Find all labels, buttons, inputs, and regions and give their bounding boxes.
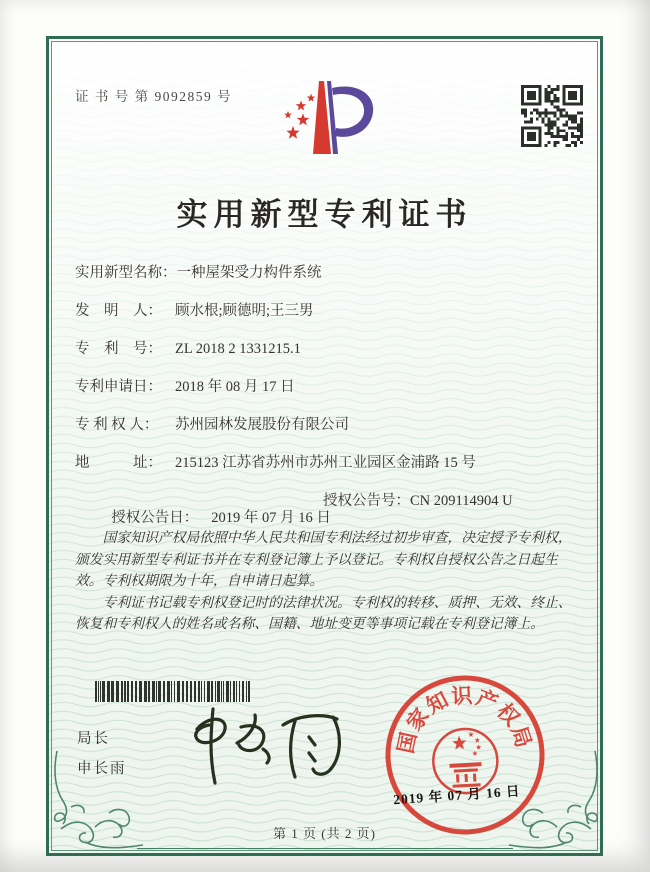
field-label: 专利申请日： — [75, 379, 162, 395]
certificate-title: 实用新型专利证书 — [176, 197, 473, 232]
field-value: 苏州园林发展股份有限公司 — [175, 417, 349, 433]
grant-date-value: 2019 年 07 月 16 日 — [211, 510, 331, 526]
svg-text:家: 家 — [401, 703, 434, 736]
signature-icon — [175, 697, 360, 792]
field-value: 215123 江苏省苏州市苏州工业园区金浦路 15 号 — [175, 455, 476, 471]
qr-code-icon — [521, 85, 583, 147]
field-row-grant — [75, 489, 580, 526]
logo-p-bowl — [332, 86, 373, 136]
signer-title: 局长 — [77, 731, 110, 747]
field-label: 专 利 号： — [75, 341, 162, 357]
field-label: 发 明 人： — [75, 303, 162, 319]
field-row-patentee — [75, 413, 580, 431]
field-value: 一种屋架受力构件系统 — [176, 265, 322, 281]
certificate-number: 证 书 号 第 9092859 号 — [75, 89, 233, 104]
field-row-name — [75, 261, 580, 279]
field-label: 实用新型名称： — [75, 265, 177, 281]
legal-paragraph-1: 国家知识产权局依照中华人民共和国专利法经过初步审查，决定授予专利权，颁发实用新型专利证书并在专利登记簿上予以登记。专利权自授权公告之日起生效。专利权期限为十年，自申请日起算。 — [75, 530, 572, 588]
field-value: ZL 2018 2 1331215.1 — [175, 341, 301, 357]
seal-text — [390, 680, 536, 756]
field-row-inventors — [75, 299, 580, 317]
svg-text:国: 国 — [393, 729, 422, 756]
legal-text — [75, 527, 585, 635]
svg-text:权: 权 — [492, 698, 525, 731]
field-list — [75, 261, 580, 527]
field-row-filing-date — [75, 375, 580, 393]
floral-ornament-right-icon — [507, 749, 601, 853]
grant-number-value: CN 209114904 U — [410, 493, 513, 509]
seal-date: 2019 年 07 月 16 日 — [392, 783, 521, 808]
svg-text:产: 产 — [472, 685, 502, 716]
field-row-address — [75, 451, 580, 469]
field-value: 2018 年 08 月 17 日 — [175, 379, 295, 395]
legal-paragraph-2: 专利证书记载专利权登记时的法律状况。专利权的转移、质押、无效、终止、恢复和专利权人的姓名或名称、国籍、地址变更等事项记载在专利登记簿上。 — [75, 594, 572, 631]
field-row-patent-no — [75, 337, 580, 355]
svg-text:识: 识 — [450, 683, 474, 709]
floral-ornament-left-icon — [51, 749, 145, 853]
page-number: 第 1 页 (共 2 页) — [273, 826, 376, 841]
certificate-content — [49, 39, 600, 853]
field-label: 授权公告日： — [111, 510, 199, 526]
field-value: 顾水根;顾德明;王三男 — [175, 303, 314, 319]
field-label: 地 址： — [75, 455, 162, 471]
grant-number-pair — [323, 489, 513, 510]
logo-stars — [284, 94, 315, 139]
cnipa-logo — [275, 75, 385, 169]
field-label: 专 利 权 人： — [75, 417, 159, 433]
certificate-border-frame — [46, 36, 603, 856]
field-label: 授权公告号： — [323, 493, 410, 509]
signer-name: 申长雨 — [77, 761, 127, 777]
svg-text:局: 局 — [506, 723, 536, 751]
bottom-divider — [137, 848, 513, 849]
svg-text:知: 知 — [422, 687, 453, 719]
